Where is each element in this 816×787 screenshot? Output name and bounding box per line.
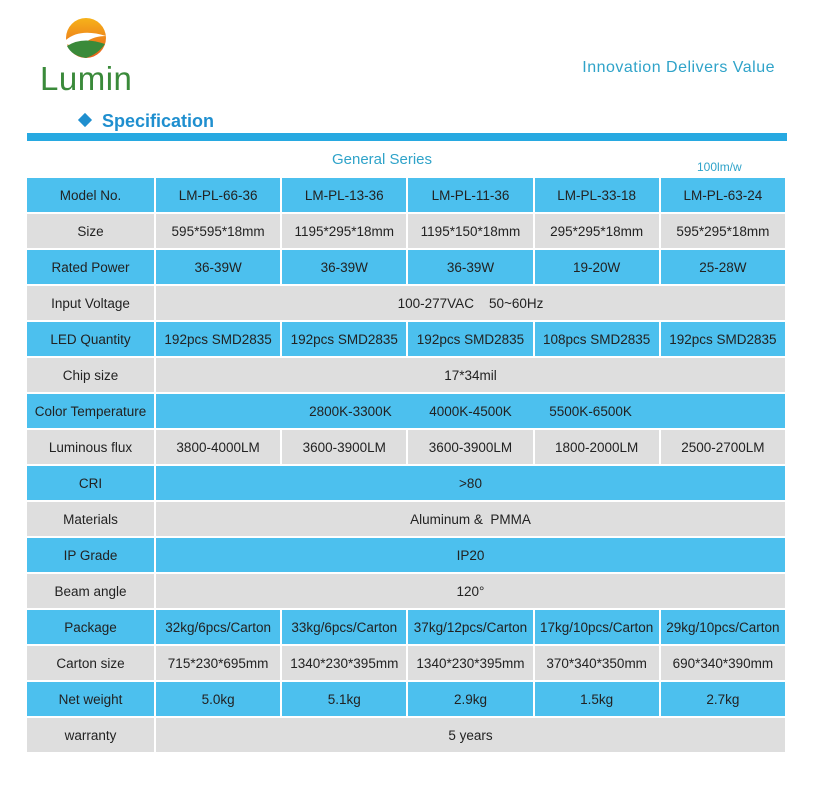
- table-cell: 2.7kg: [660, 681, 786, 717]
- table-cell: 1195*295*18mm: [281, 213, 407, 249]
- table-cell: 5.1kg: [281, 681, 407, 717]
- table-cell: 36-39W: [155, 249, 281, 285]
- table-row: [27, 178, 786, 213]
- table-cell: 17kg/10pcs/Carton: [534, 609, 660, 645]
- efficacy-label: 100lm/w: [697, 160, 742, 174]
- table-row: [27, 501, 786, 537]
- table-row: [27, 213, 786, 249]
- row-label: CRI: [27, 465, 155, 501]
- series-title: General Series: [331, 151, 433, 168]
- table-cell-merged: 2800K-3300K 4000K-4500K 5500K-6500K: [155, 393, 786, 429]
- row-label: Size: [27, 213, 155, 249]
- table-row: [27, 717, 786, 753]
- table-cell: 25-28W: [660, 249, 786, 285]
- table-cell: 36-39W: [281, 249, 407, 285]
- table-cell: 192pcs SMD2835: [281, 321, 407, 357]
- table-cell: 1195*150*18mm: [407, 213, 533, 249]
- brand-logo: [40, 14, 140, 99]
- table-cell: 19-20W: [534, 249, 660, 285]
- row-label: Chip size: [27, 357, 155, 393]
- table-row: [27, 573, 786, 609]
- table-cell-merged: 100-277VAC 50~60Hz: [155, 285, 786, 321]
- specification-table: [27, 178, 787, 754]
- table-cell-merged: 17*34mil: [155, 357, 786, 393]
- table-row: [27, 645, 786, 681]
- table-cell: 690*340*390mm: [660, 645, 786, 681]
- table-cell: 1800-2000LM: [534, 429, 660, 465]
- table-cell: LM-PL-33-18: [534, 178, 660, 213]
- table-cell: 3600-3900LM: [407, 429, 533, 465]
- table-cell: 595*295*18mm: [660, 213, 786, 249]
- table-row: [27, 285, 786, 321]
- table-row: [27, 357, 786, 393]
- row-label: Color Temperature: [27, 393, 155, 429]
- table-row: [27, 429, 786, 465]
- table-cell: 5.0kg: [155, 681, 281, 717]
- table-cell: 192pcs SMD2835: [407, 321, 533, 357]
- header-divider: [27, 133, 787, 141]
- table-row: [27, 321, 786, 357]
- sun-logo-icon: [58, 14, 114, 58]
- table-row: [27, 681, 786, 717]
- table-cell-merged: IP20: [155, 537, 786, 573]
- table-cell: 32kg/6pcs/Carton: [155, 609, 281, 645]
- tagline: Innovation Delivers Value: [582, 59, 775, 76]
- table-cell: 295*295*18mm: [534, 213, 660, 249]
- table-cell: 3800-4000LM: [155, 429, 281, 465]
- row-label: Model No.: [27, 178, 155, 213]
- table-cell: 2.9kg: [407, 681, 533, 717]
- row-label: Luminous flux: [27, 429, 155, 465]
- section-title: Specification: [102, 111, 215, 131]
- row-label: Package: [27, 609, 155, 645]
- table-row: [27, 609, 786, 645]
- table-cell: 192pcs SMD2835: [660, 321, 786, 357]
- table-cell-merged: >80: [155, 465, 786, 501]
- row-label: Net weight: [27, 681, 155, 717]
- table-cell: 37kg/12pcs/Carton: [407, 609, 533, 645]
- diamond-bullet-icon: [78, 113, 92, 127]
- table-cell: 1.5kg: [534, 681, 660, 717]
- table-cell: LM-PL-66-36: [155, 178, 281, 213]
- table-cell: LM-PL-11-36: [407, 178, 533, 213]
- row-label: Rated Power: [27, 249, 155, 285]
- brand-name: Lumin: [40, 60, 133, 97]
- table-cell: 595*595*18mm: [155, 213, 281, 249]
- table-row: [27, 249, 786, 285]
- table-cell: 1340*230*395mm: [407, 645, 533, 681]
- table-cell: 3600-3900LM: [281, 429, 407, 465]
- row-label: Input Voltage: [27, 285, 155, 321]
- table-row: [27, 393, 786, 429]
- table-cell: 2500-2700LM: [660, 429, 786, 465]
- table-cell-merged: 5 years: [155, 717, 786, 753]
- table-cell-merged: Aluminum & PMMA: [155, 501, 786, 537]
- row-label: LED Quantity: [27, 321, 155, 357]
- table-row: [27, 465, 786, 501]
- section-heading: [80, 111, 214, 132]
- table-row: [27, 537, 786, 573]
- table-cell: 36-39W: [407, 249, 533, 285]
- table-cell-merged: 120°: [155, 573, 786, 609]
- table-cell: 1340*230*395mm: [281, 645, 407, 681]
- row-label: warranty: [27, 717, 155, 753]
- table-cell: 29kg/10pcs/Carton: [660, 609, 786, 645]
- row-label: IP Grade: [27, 537, 155, 573]
- table-cell: 192pcs SMD2835: [155, 321, 281, 357]
- table-cell: LM-PL-63-24: [660, 178, 786, 213]
- table-cell: LM-PL-13-36: [281, 178, 407, 213]
- row-label: Beam angle: [27, 573, 155, 609]
- table-cell: 108pcs SMD2835: [534, 321, 660, 357]
- table-cell: 33kg/6pcs/Carton: [281, 609, 407, 645]
- row-label: Carton size: [27, 645, 155, 681]
- table-cell: 370*340*350mm: [534, 645, 660, 681]
- table-cell: 715*230*695mm: [155, 645, 281, 681]
- row-label: Materials: [27, 501, 155, 537]
